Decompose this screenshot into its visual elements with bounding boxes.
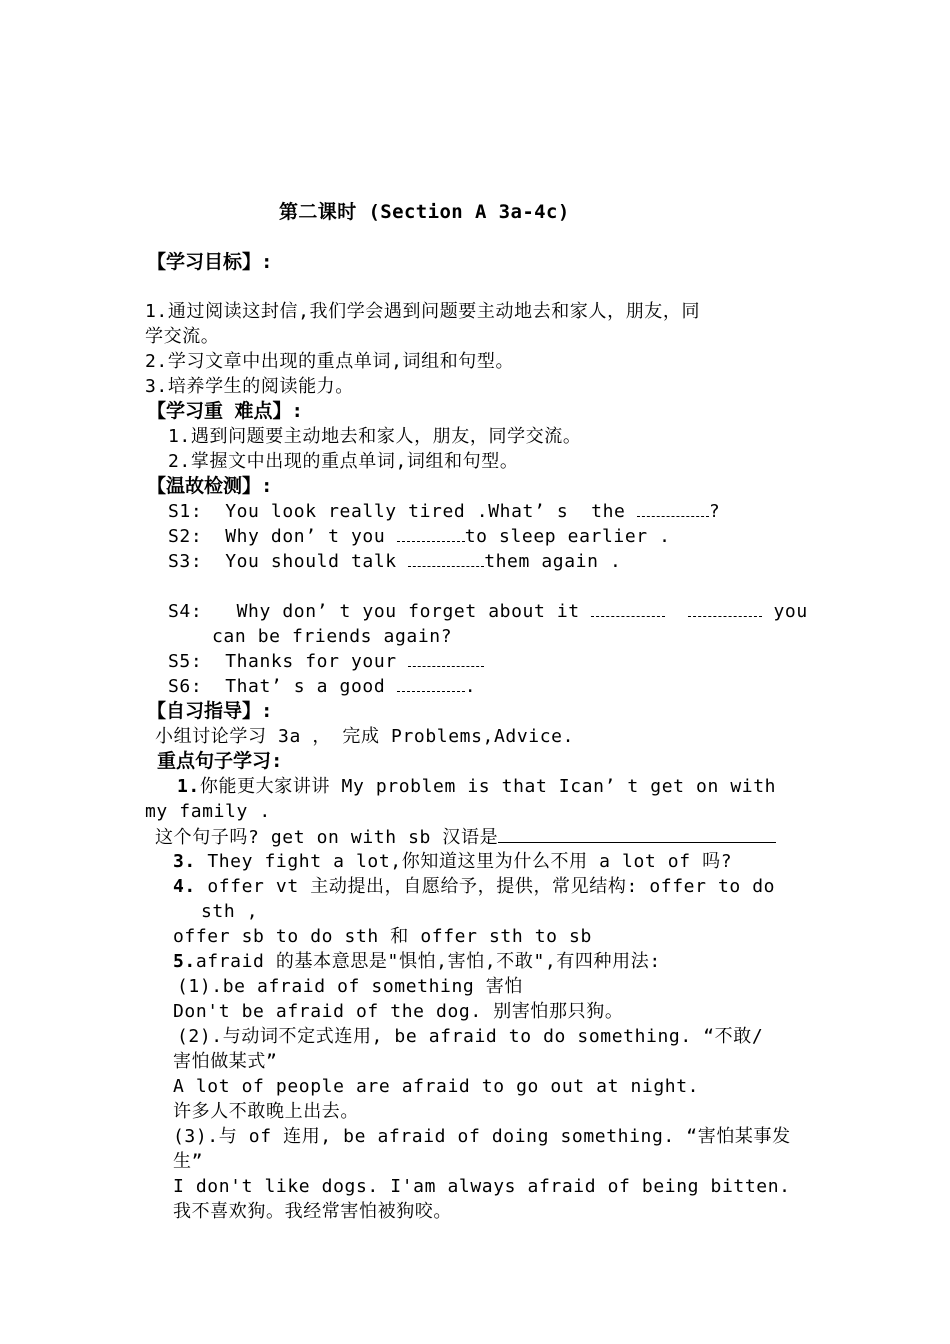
guide-heading: 【自习指导】:	[147, 700, 273, 722]
page-title: 第二课时 (Section A 3a-4c)	[279, 201, 570, 223]
usage-3: (3).与 of 连用, be afraid of doing something. “害怕某事发	[173, 1126, 791, 1147]
review-s2: S2: Why don’ t you to sleep earlier .	[168, 526, 671, 547]
usage-3-example: I don't like dogs. I'am always afraid of being bitten.	[173, 1176, 791, 1197]
question-4-structures: offer sb to do sth 和 offer sth to sb	[173, 926, 592, 947]
review-heading: 【温故检测】:	[147, 475, 273, 497]
answer-line[interactable]	[498, 824, 776, 843]
question-4: 4. offer vt 主动提出，自愿给予，提供，常见结构: offer to do	[173, 876, 776, 897]
blank-s4a[interactable]	[591, 600, 665, 617]
objective-1-cont: 学交流。	[145, 326, 220, 347]
question-1-answer: 这个句子吗? get on with sb 汉语是	[155, 824, 776, 849]
key-sentences-heading: 重点句子学习:	[157, 750, 283, 772]
objective-2: 2.学习文章中出现的重点单词,词组和句型。	[145, 351, 515, 372]
objective-1: 1.通过阅读这封信,我们学会遇到问题要主动地去和家人，朋友，同	[145, 301, 701, 322]
review-s1: S1: You look really tired .What’ s the ?	[168, 501, 721, 522]
guide-intro: 小组讨论学习 3a ， 完成 Problems,Advice.	[155, 726, 575, 747]
usage-3-cont: 生”	[173, 1151, 204, 1172]
key-points-heading: 【学习重 难点】:	[147, 400, 303, 422]
question-3: 3. They fight a lot,你知道这里为什么不用 a lot of 吗?	[173, 851, 733, 872]
review-s3: S3: You should talk them again .	[168, 551, 622, 572]
usage-2-translation: 许多人不敢晚上出去。	[173, 1101, 359, 1122]
review-s6: S6: That’ s a good .	[168, 676, 477, 697]
usage-3-translation: 我不喜欢狗。我经常害怕被狗咬。	[173, 1201, 452, 1222]
blank-s2[interactable]	[397, 525, 465, 542]
key-point-1: 1.遇到问题要主动地去和家人，朋友，同学交流。	[168, 426, 582, 447]
review-s5: S5: Thanks for your	[168, 649, 484, 674]
blank-s5[interactable]	[408, 650, 484, 667]
blank-s4b[interactable]	[688, 600, 762, 617]
review-s4-cont: can be friends again?	[212, 626, 453, 647]
review-s4: S4: Why don’ t you forget about it you	[168, 601, 808, 622]
blank-s6[interactable]	[397, 675, 465, 692]
key-point-2: 2.掌握文中出现的重点单词,词组和句型。	[168, 451, 519, 472]
question-1-cont: my family .	[145, 801, 271, 822]
usage-2-example: A lot of people are afraid to go out at night.	[173, 1076, 700, 1097]
usage-1: (1).be afraid of something 害怕	[177, 976, 523, 997]
objectives-heading: 【学习目标】:	[147, 251, 273, 273]
usage-1-example: Don't be afraid of the dog. 别害怕那只狗。	[173, 1001, 624, 1022]
blank-s3[interactable]	[408, 550, 484, 567]
objective-3: 3.培养学生的阅读能力。	[145, 376, 354, 397]
question-4-cont: sth ,	[201, 901, 259, 922]
blank-s1[interactable]	[637, 500, 709, 517]
question-1: 1.你能更大家讲讲 My problem is that Ican’ t get on with	[177, 776, 777, 797]
question-5: 5.afraid 的基本意思是"惧怕,害怕,不敢",有四种用法:	[173, 951, 661, 972]
usage-2-cont: 害怕做某式”	[173, 1051, 278, 1072]
usage-2: (2).与动词不定式连用, be afraid to do something. “不敢/	[177, 1026, 764, 1047]
